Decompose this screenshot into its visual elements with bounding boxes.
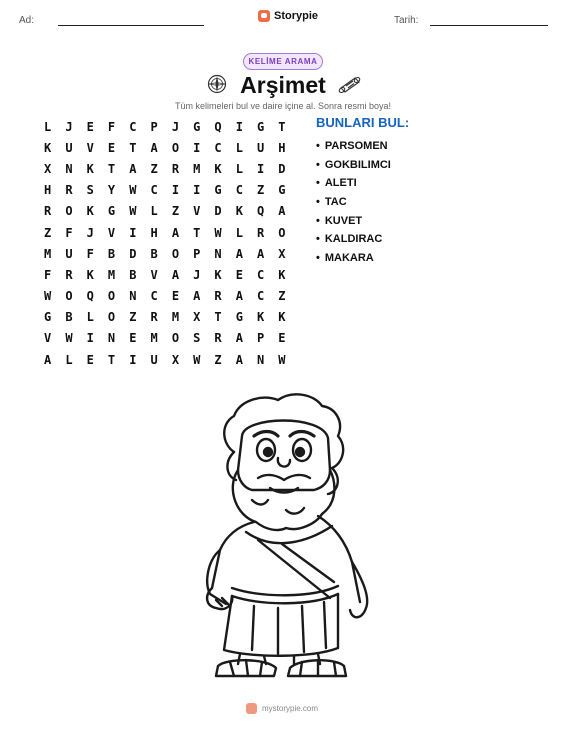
grid-cell[interactable]: G [257,119,265,134]
grid-cell[interactable]: N [65,161,73,176]
grid-cell[interactable]: I [171,183,180,198]
grid-cell[interactable]: U [65,246,73,261]
grid-cell[interactable]: T [193,225,201,240]
grid-cell[interactable]: G [214,183,222,198]
grid-cell[interactable]: A [235,331,243,346]
grid-cell[interactable]: X [278,246,286,261]
grid-cell[interactable]: W [44,289,52,304]
grid-cell[interactable]: I [86,331,94,346]
brand [258,10,318,22]
grid-cell[interactable]: O [278,225,286,240]
date-line[interactable] [430,25,548,26]
grid-cell[interactable]: C [150,183,158,198]
grid-cell[interactable]: R [214,289,222,304]
grid-cell[interactable]: O [65,289,73,304]
grid-cell[interactable]: G [107,204,116,219]
grid-cell[interactable]: Q [86,289,94,304]
grid-cell[interactable]: C [129,119,137,134]
grid-cell[interactable]: V [44,331,52,346]
grid-cell[interactable]: R [257,225,265,240]
word-item: • PARSOMEN [316,137,391,156]
grid-cell[interactable]: B [107,246,116,261]
grid-cell[interactable]: L [86,310,94,325]
grid-cell[interactable]: J [86,225,94,240]
grid-cell[interactable]: P [193,246,201,261]
grid-cell[interactable]: Q [257,204,265,219]
grid-cell[interactable]: U [65,140,73,155]
grid-cell[interactable]: R [150,310,158,325]
grid-cell[interactable]: H [44,183,52,198]
grid-cell[interactable]: X [171,352,180,367]
grid-cell[interactable]: P [150,119,158,134]
grid-cell[interactable]: F [86,246,94,261]
storypie-logo-icon [258,10,270,22]
grid-cell[interactable]: L [235,140,243,155]
grid-cell[interactable]: H [278,140,286,155]
grid-cell[interactable]: D [129,246,137,261]
grid-cell[interactable]: N [107,331,116,346]
grid-cell[interactable]: A [150,140,158,155]
grid-cell[interactable]: A [129,161,137,176]
grid-cell[interactable]: T [129,140,137,155]
grid-cell[interactable]: E [171,289,180,304]
brand-name: Storypie [274,10,319,22]
storypie-logo-icon [246,703,257,714]
grid-cell[interactable]: V [150,267,158,282]
word-item: • KALDIRAC [316,230,391,249]
grid-cell[interactable]: Z [278,289,286,304]
grid-cell[interactable]: A [235,246,243,261]
grid-cell[interactable]: Q [214,119,222,134]
grid-cell[interactable]: E [129,331,137,346]
grid-cell[interactable]: R [65,183,73,198]
grid-cell[interactable]: K [214,161,222,176]
grid-cell[interactable]: L [235,225,243,240]
grid-cell[interactable]: Z [171,204,180,219]
grid-cell[interactable]: W [65,331,73,346]
grid-cell[interactable]: S [193,331,201,346]
grid-cell[interactable]: A [257,246,265,261]
grid-cell[interactable]: W [278,352,286,367]
grid-cell[interactable]: E [107,140,116,155]
grid-cell[interactable]: H [150,225,158,240]
scroll-icon [337,74,363,94]
page-title: Arşimet [240,72,326,98]
grid-cell[interactable]: G [235,310,243,325]
grid-cell[interactable]: L [65,352,73,367]
instructions: Tüm kelimeleri bul ve daire içine al. Sonra resmi boya! [174,101,392,111]
grid-cell[interactable]: R [44,204,52,219]
grid-cell[interactable]: T [107,161,116,176]
grid-cell[interactable]: B [65,310,73,325]
grid-cell[interactable]: I [235,119,243,134]
archimedes-coloring-illustration[interactable] [182,392,386,680]
grid-cell[interactable]: C [235,183,243,198]
grid-cell[interactable]: I [193,140,201,155]
grid-cell[interactable]: M [171,310,180,325]
grid-cell[interactable]: G [44,310,52,325]
name-line[interactable] [58,25,204,26]
grid-cell[interactable]: T [278,119,286,134]
grid-cell[interactable]: C [257,289,265,304]
grid-cell[interactable]: I [129,225,137,240]
grid-cell[interactable]: F [44,267,52,282]
grid-cell[interactable]: A [278,204,286,219]
grid-cell[interactable]: N [257,352,265,367]
grid-cell[interactable]: E [278,331,286,346]
grid-cell[interactable]: K [44,140,52,155]
word-item: • TAC [316,193,391,212]
grid-cell[interactable]: F [65,225,73,240]
grid-cell[interactable]: Z [150,161,158,176]
grid-cell[interactable]: K [235,204,243,219]
word-list [316,137,391,267]
grid-cell[interactable]: I [257,161,265,176]
grid-cell[interactable]: W [129,183,137,198]
word-item: • GOKBILIMCI [316,156,391,175]
grid-cell[interactable]: E [235,267,243,282]
grid-cell[interactable]: I [129,352,137,367]
footer-url[interactable]: mystorypie.com [262,704,319,713]
grid-cell[interactable]: M [150,331,158,346]
grid-cell[interactable]: M [193,161,201,176]
grid-cell[interactable]: M [107,267,116,282]
grid-cell[interactable]: L [44,119,52,134]
grid-cell[interactable]: S [86,183,94,198]
grid-cell[interactable]: J [171,119,180,134]
grid-cell[interactable]: N [129,289,137,304]
grid-cell[interactable]: O [171,246,180,261]
grid-cell[interactable]: E [86,119,94,134]
grid-cell[interactable]: A [171,267,180,282]
grid-cell[interactable]: G [278,183,286,198]
grid-cell[interactable]: Z [214,352,222,367]
grid-cell[interactable]: X [44,161,52,176]
grid-cell[interactable]: O [107,310,116,325]
grid-cell[interactable]: R [214,331,222,346]
activity-badge: KELİME ARAMA [243,53,323,70]
grid-cell[interactable]: A [235,289,243,304]
word-item: • ALETI [316,174,391,193]
grid-cell[interactable]: G [193,119,201,134]
grid-cell[interactable]: W [129,204,137,219]
grid-cell[interactable]: Y [107,183,116,198]
grid-cell[interactable]: C [257,267,265,282]
grid-cell[interactable]: O [65,204,73,219]
grid-cell[interactable]: V [193,204,201,219]
grid-cell[interactable]: B [150,246,158,261]
grid-cell[interactable]: R [171,161,180,176]
grid-cell[interactable]: V [86,140,94,155]
grid-cell[interactable]: J [65,119,73,134]
grid-cell[interactable]: T [107,352,116,367]
word-item: • MAKARA [316,249,391,268]
grid-cell[interactable]: K [86,161,94,176]
grid-cell[interactable]: O [171,331,180,346]
name-label: Ad: [19,15,35,26]
grid-cell[interactable]: E [86,352,94,367]
grid-cell[interactable]: W [193,352,201,367]
grid-cell[interactable]: A [171,225,180,240]
grid-cell[interactable]: Z [44,225,52,240]
footer [246,703,318,714]
grid-cell[interactable]: Z [129,310,137,325]
grid-cell[interactable]: X [193,310,201,325]
grid-cell[interactable]: J [193,267,201,282]
grid-cell[interactable]: L [150,204,158,219]
grid-cell[interactable]: K [214,267,222,282]
grid-cell[interactable]: F [107,119,116,134]
grid-cell[interactable]: I [193,183,201,198]
grid-cell[interactable]: N [214,246,222,261]
grid-cell[interactable]: K [257,310,265,325]
grid-cell[interactable]: M [44,246,52,261]
grid-cell[interactable]: U [150,352,158,367]
grid-cell[interactable]: A [44,352,52,367]
grid-cell[interactable]: A [193,289,201,304]
grid-cell[interactable]: C [214,140,222,155]
grid-cell[interactable]: O [107,289,116,304]
grid-cell[interactable]: K [278,267,286,282]
grid-cell[interactable]: K [278,310,286,325]
grid-cell[interactable]: A [235,352,243,367]
grid-cell[interactable]: D [214,204,222,219]
grid-cell[interactable]: P [257,331,265,346]
word-list-title: BUNLARI BUL: [316,115,410,130]
grid-cell[interactable]: D [278,161,286,176]
word-item: • KUVET [316,211,391,230]
grid-cell[interactable]: K [86,267,94,282]
word-search-grid[interactable] [37,116,293,370]
grid-cell[interactable]: V [107,225,116,240]
grid-cell[interactable]: R [65,267,73,282]
grid-cell[interactable]: U [257,140,265,155]
grid-cell[interactable]: Z [257,183,265,198]
grid-cell[interactable]: C [150,289,158,304]
grid-cell[interactable]: K [86,204,94,219]
date-label: Tarih: [394,15,419,26]
grid-cell[interactable]: O [171,140,180,155]
grid-cell[interactable]: T [214,310,222,325]
grid-cell[interactable]: B [129,267,137,282]
grid-cell[interactable]: W [214,225,222,240]
grid-cell[interactable]: L [235,161,243,176]
